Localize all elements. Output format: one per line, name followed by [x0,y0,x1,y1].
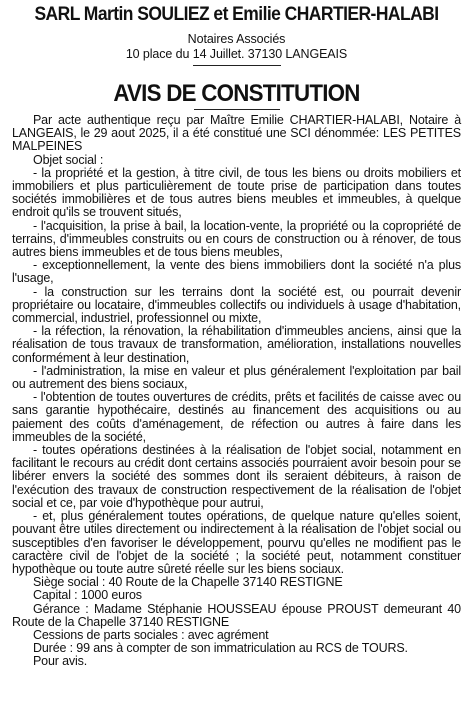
notary-header [12,4,461,110]
objet-item: - exceptionnellement, la vente des biens immobiliers dont la société n'a plus l'usage, [12,258,461,286]
objet-item: - toutes opérations destinées à la réalisation de l'objet social, notamment en facilitant le recours au crédit dont certains associés pourraient avoir besoin pour se libérer envers la société des sommes dont ils seraient débiteurs, à raison de l'exécution des travaux de construction respectivement de la réalisation de l'objet social et ce, par voie d'hypothèque pour autrui, [12,443,461,510]
siege-social: Siège social : 40 Route de la Chapelle 37140 RESTIGNE [33,575,343,590]
title-divider [194,109,280,110]
duree: Durée : 99 ans à compter de son immatriculation au RCS de TOURS. [33,641,408,656]
objet-item: - l'administration, la mise en valeur et plus généralement l'exploitation par bail ou autrement des biens sociaux, [12,363,461,392]
objet-item: - la propriété et la gestion, à titre civil, de tous les biens ou droits mobiliers et immobiliers et plus particulièrement de toute prise de participation dans toutes sociétés immobilières et de tous autres biens meubles et immeubles, à quelque endroit qu'ils se trouvent situés, [12,165,461,220]
cessions-parts: Cessions de parts sociales : avec agrément [33,627,269,642]
objet-item: - la réfection, la rénovation, la réhabilitation d'immeubles anciens, ainsi que la réalisation de tous travaux de transformation, amélioration, installations nouvelles conformément à leur destination, [12,324,461,365]
header-divider [193,65,281,66]
pour-avis: Pour avis. [33,654,88,669]
objet-item: - et, plus généralement toutes opérations, de quelque nature qu'elles soient, pouvant être utiles directement ou indirectement à la réalisation de l'objet social ou susceptibles d'en favoriser le développement, pourvu qu'elles ne modifient pas le caractère civil de l'objet de la société ; la société peut, notamment constituer hypothèque ou toute autre sûreté réelle sur les biens sociaux. [12,509,461,576]
firm-role: Notaires Associés [187,32,286,46]
notice-body [12,114,461,669]
objet-item: - la construction sur les terrains dont la société est, ou pourrait devenir propriétaire ou locataire, d'immeubles collectifs ou individuels à usage d'habitation, commercial, industriel, professionnel ou mixte, [12,284,461,326]
objet-label: Objet social : [33,152,104,167]
capital: Capital : 1000 euros [33,588,142,603]
notice-title: AVIS DE CONSTITUTION [113,80,360,107]
firm-name: SARL Martin SOULIEZ et Emilie CHARTIER-HALABI [34,4,439,25]
objet-item: - l'acquisition, la prise à bail, la location-vente, la propriété ou la copropriété de terrains, d'immeubles construits ou en cours de construction ou à rénover, de tous autres biens immeubles et de tous biens meubles, [12,218,461,260]
notice-intro: Par acte authentique reçu par Maître Emilie CHARTIER-HALABI, Notaire à LANGEAIS, le 29 aout 2025, il a été constitué une SCI dénommée: LES PETITES MALPEINES [12,113,461,154]
objet-item: - l'obtention de toutes ouvertures de crédits, prêts et facilités de caisse avec ou sans garantie hypothécaire, destinés au financement des acquisitions ou au paiement des coûts d'aménagement, de réfection ou autres à faire dans les immeubles de la société, [12,390,461,444]
gerance: Gérance : Madame Stéphanie HOUSSEAU épouse PROUST demeurant 40 Route de la Chapelle 37140 RESTIGNE [12,601,461,629]
firm-address: 10 place du 14 Juillet. 37130 LANGEAIS [125,47,348,61]
